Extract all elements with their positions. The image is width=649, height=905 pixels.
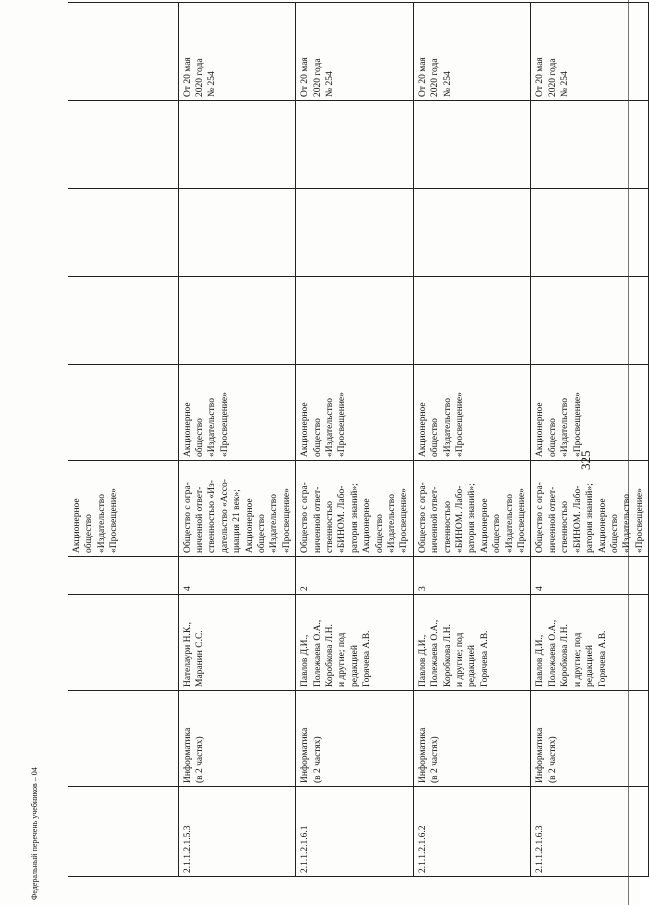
- empty-cell: [178, 101, 296, 189]
- empty-cell: [531, 277, 649, 365]
- date-cell: От 20 мая 2020 года № 254: [296, 3, 414, 101]
- empty-cell: [413, 277, 531, 365]
- grade-cell: 3: [413, 557, 531, 595]
- code-cell: 2.1.1.2.1.6.2: [413, 787, 531, 877]
- authors-cell: Павлов Д.И., Полежаева О.А., Коробкова Л.Н. и другие; под редакцией Горячева А.В.: [531, 595, 649, 691]
- publisher-full-cell: Общество с огра- ниченной ответ- ственностью «БИНОМ. Лабо- ратория знаний»; Акционерное общество «Издательство «Просвещение»: [531, 461, 649, 557]
- grade-cell: 4: [178, 557, 296, 595]
- table-row-carryover: [68, 3, 178, 877]
- authors-cell: Павлов Д.И., Полежаева О.А., Коробкова Л.Н. и другие; под редакцией Горячева А.В.: [296, 595, 414, 691]
- table-row: [296, 3, 414, 877]
- empty-cell: [178, 189, 296, 277]
- page-number: 325: [578, 450, 593, 470]
- publisher-cell: Акционерное общество «Издательство «Просвещение»: [531, 365, 649, 461]
- empty-cell: [296, 101, 414, 189]
- subject-cell: Информатика (в 2 частях): [296, 691, 414, 787]
- subject-cell: Информатика (в 2 частях): [178, 691, 296, 787]
- publisher-full-cell: Общество с огра- ниченной ответ- ственностью «Из- дательство «Ассо- циация 21 век»; Акционерное общество «Издательство «Просвещение»: [178, 461, 296, 557]
- code-cell: 2.1.1.2.1.6.1: [296, 787, 414, 877]
- empty-cell: [531, 101, 649, 189]
- carryover-publisher-cell: Акционерное общество «Издательство «Просвещение»: [68, 461, 178, 557]
- authors-cell: Нателаури Н.К., Маранин С.С.: [178, 595, 296, 691]
- grade-cell: 4: [531, 557, 649, 595]
- publisher-cell: Акционерное общество «Издательство «Просвещение»: [178, 365, 296, 461]
- footer-caption: Федеральный перечень учебников – 04: [30, 767, 39, 900]
- empty-cell: [296, 189, 414, 277]
- subject-cell: Информатика (в 2 частях): [531, 691, 649, 787]
- empty-cell: [413, 189, 531, 277]
- empty-cell: [413, 101, 531, 189]
- table-row: [178, 3, 296, 877]
- date-cell: От 20 мая 2020 года № 254: [178, 3, 296, 101]
- publisher-full-cell: Общество с огра- ниченной ответ- ственностью «БИНОМ. Лабо- ратория знаний»; Акционерное общество «Издательство «Просвещение»: [413, 461, 531, 557]
- date-cell: От 20 мая 2020 года № 254: [413, 3, 531, 101]
- publisher-cell: Акционерное общество «Издательство «Просвещение»: [413, 365, 531, 461]
- subject-cell: Информатика (в 2 частях): [413, 691, 531, 787]
- code-cell: 2.1.1.2.1.6.3: [531, 787, 649, 877]
- publisher-full-cell: Общество с огра- ниченной ответ- ственностью «БИНОМ. Лабо- ратория знаний»; Акционерное общество «Издательство «Просвещение»: [296, 461, 414, 557]
- empty-cell: [296, 277, 414, 365]
- textbook-list-table: [68, 2, 649, 877]
- grade-cell: 2: [296, 557, 414, 595]
- table-row: [531, 3, 649, 877]
- code-cell: 2.1.1.2.1.5.3: [178, 787, 296, 877]
- empty-cell: [178, 277, 296, 365]
- authors-cell: Павлов Д.И., Полежаева О.А., Коробкова Л.Н. и другие; под редакцией Горячева А.В.: [413, 595, 531, 691]
- publisher-cell: Акционерное общество «Издательство «Просвещение»: [296, 365, 414, 461]
- table-row: [413, 3, 531, 877]
- empty-cell: [531, 189, 649, 277]
- date-cell: От 20 мая 2020 года № 254: [531, 3, 649, 101]
